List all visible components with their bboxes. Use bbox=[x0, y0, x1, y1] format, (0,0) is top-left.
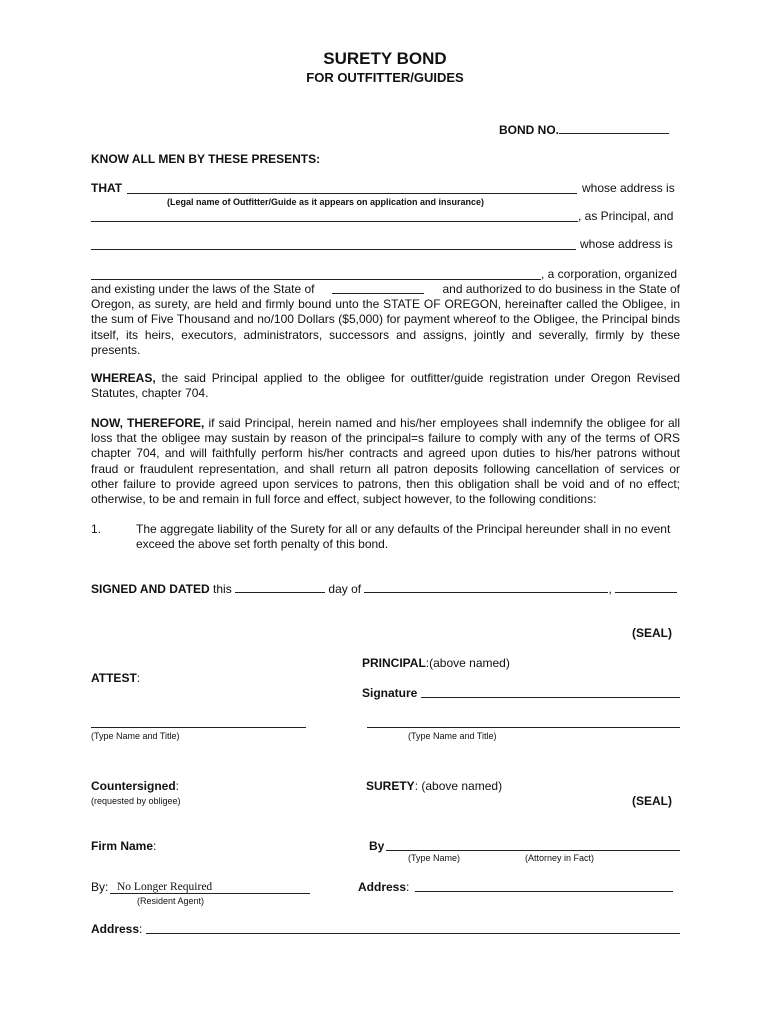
surety-note: : (above named) bbox=[414, 779, 503, 793]
seal-label-1: (SEAL) bbox=[632, 626, 672, 640]
countersigned-colon: : bbox=[175, 779, 180, 793]
bond-number-blank[interactable] bbox=[559, 122, 669, 134]
state-of-text: and existing under the laws of the State of bbox=[91, 282, 315, 296]
surety-address-label: Address bbox=[358, 880, 407, 894]
this-text: this bbox=[213, 582, 232, 596]
authorized-text: and authorized to do business in the State of bbox=[442, 282, 680, 296]
state-blank[interactable] bbox=[332, 282, 424, 294]
legal-name-note: (Legal name of Outfitter/Guide as it appears on application and insurance) bbox=[167, 197, 485, 207]
agent-address-heading bbox=[91, 922, 142, 936]
by-label: By bbox=[369, 839, 385, 853]
as-principal-text: , as Principal, and bbox=[578, 209, 674, 223]
document-subtitle: FOR OUTFITTER/GUIDES bbox=[306, 70, 464, 85]
whereas-text: the said Principal applied to the obligee for outfitter/guide registration under Oregon Revised Statutes, chapter 704. bbox=[91, 371, 680, 401]
agent-address-colon: : bbox=[139, 922, 143, 936]
whereas-label: WHEREAS, bbox=[91, 371, 156, 385]
resident-agent-note: (Resident Agent) bbox=[137, 896, 205, 906]
signed-dated-line bbox=[91, 581, 677, 596]
surety-address-heading bbox=[358, 880, 409, 894]
resident-agent-blank[interactable] bbox=[110, 893, 310, 894]
bond-number-label: BOND NO. bbox=[499, 123, 559, 137]
requested-by-obligee-note: (requested by obligee) bbox=[91, 796, 181, 806]
signed-dated-label: SIGNED AND DATED bbox=[91, 582, 210, 596]
countersigned-label: Countersigned bbox=[91, 779, 176, 793]
whereas-paragraph bbox=[91, 371, 680, 401]
that-label: THAT bbox=[91, 181, 123, 195]
bond-number-field[interactable] bbox=[499, 122, 669, 137]
firm-name-label: Firm Name bbox=[91, 839, 154, 853]
attest-heading bbox=[91, 671, 140, 685]
corporation-text: , a corporation, organized bbox=[541, 267, 678, 281]
year-blank[interactable] bbox=[615, 581, 677, 593]
know-all-heading: KNOW ALL MEN BY THESE PRESENTS: bbox=[91, 152, 321, 166]
principal-name-title-blank[interactable] bbox=[367, 727, 680, 728]
principal-heading bbox=[362, 656, 510, 670]
type-name-note: (Type Name) bbox=[408, 853, 461, 863]
now-therefore-text: if said Principal, herein named and his/her employees shall indemnify the obligee for all loss that the obligee may sustain by reason of the principal=s failure to comply with any of the terms of ORS chapter 704, and will faithfully perform his/her contracts and agreed upon duties to his/her patrons without fraud or fraudulent representation, and shall return all patron deposits following cancellation of services or other failure to provide agreed upon services to patrons, then this obligation shall be void and of no effect; otherwise, to be and remain in full force and effect, subject however, to the following conditions: bbox=[91, 416, 681, 507]
countersigned-heading bbox=[91, 779, 179, 793]
attest-label: ATTEST bbox=[91, 671, 137, 685]
document-title: SURETY BOND bbox=[323, 49, 447, 68]
principal-note: :(above named) bbox=[425, 656, 510, 670]
surety-name-blank[interactable] bbox=[91, 249, 576, 250]
firm-name-colon: : bbox=[153, 839, 157, 853]
whose-address-text-2: whose address is bbox=[580, 237, 673, 251]
bond-paragraph bbox=[91, 282, 680, 358]
agent-address-label: Address bbox=[91, 922, 140, 936]
signature-label: Signature bbox=[362, 686, 418, 700]
condition-text: The aggregate liability of the Surety for all or any defaults of the Principal hereunder shall in no event exceed the above set forth penalty of this bond. bbox=[136, 522, 671, 552]
surety-label: SURETY bbox=[366, 779, 415, 793]
resident-agent-by-label: By: bbox=[91, 880, 109, 894]
bond-paragraph-rest: Oregon, as surety, are held and firmly bound unto the STATE OF OREGON, hereinafter called the Obligee, in the sum of Five Thousand and no/100 Dollars ($5,000) for payment whereof to the Obligee, the Principal binds itself, its heirs, executors, administrators, successors and assigns, jointly and severally, firmly by these presents. bbox=[91, 297, 680, 357]
now-therefore-paragraph bbox=[91, 416, 680, 507]
condition-number: 1. bbox=[91, 522, 102, 536]
surety-address-colon: : bbox=[406, 880, 410, 894]
date-comma: , bbox=[608, 582, 612, 596]
now-therefore-label: NOW, THEREFORE, bbox=[91, 416, 205, 430]
signature-blank[interactable] bbox=[421, 697, 680, 698]
firm-name-heading bbox=[91, 839, 156, 853]
attorney-signature-blank[interactable] bbox=[386, 850, 680, 851]
attest-colon: : bbox=[136, 671, 141, 685]
day-blank[interactable] bbox=[235, 581, 325, 593]
attest-name-blank[interactable] bbox=[91, 727, 306, 728]
month-blank[interactable] bbox=[364, 581, 608, 593]
principal-address-blank[interactable] bbox=[91, 221, 578, 222]
attorney-in-fact-note: (Attorney in Fact) bbox=[525, 853, 595, 863]
surety-address-line-blank[interactable] bbox=[415, 891, 673, 892]
surety-address-blank[interactable] bbox=[91, 279, 541, 280]
attest-type-name-note: (Type Name and Title) bbox=[91, 731, 180, 741]
principal-type-name-note: (Type Name and Title) bbox=[408, 731, 497, 741]
principal-label: PRINCIPAL bbox=[362, 656, 426, 670]
day-of-text: day of bbox=[328, 582, 362, 596]
principal-name-blank[interactable] bbox=[127, 193, 577, 194]
surety-heading bbox=[366, 779, 502, 793]
whose-address-text-1: whose address is bbox=[582, 181, 675, 195]
agent-address-blank[interactable] bbox=[146, 933, 680, 934]
no-longer-required-text: No Longer Required bbox=[117, 881, 213, 893]
seal-label-2: (SEAL) bbox=[632, 794, 672, 808]
